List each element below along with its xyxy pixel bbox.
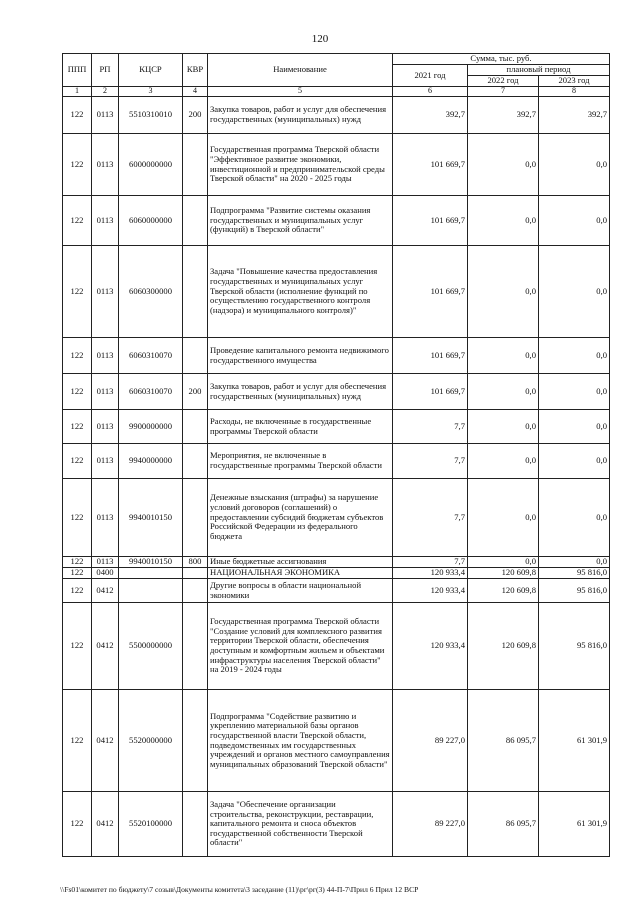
name-cell: Закупка товаров, работ и услуг для обеспечения государственных (муниципальных) нужд — [208, 374, 393, 410]
rp-cell: 0113 — [92, 134, 119, 196]
rp-cell: 0113 — [92, 374, 119, 410]
header-2023: 2023 год — [539, 76, 610, 87]
header-rp: РП — [92, 54, 119, 87]
name-cell: Мероприятия, не включенные в государственные программы Тверской области — [208, 444, 393, 479]
amount-2021-cell: 120 933,4 — [393, 603, 468, 690]
rp-cell: 0400 — [92, 568, 119, 579]
amount-2021-cell: 101 669,7 — [393, 246, 468, 338]
amount-2023-cell: 61 301,9 — [539, 690, 610, 792]
name-cell: Другие вопросы в области национальной экономики — [208, 579, 393, 603]
header-planned-period: плановый период — [468, 65, 610, 76]
header-sum: Сумма, тыс. руб. — [393, 54, 610, 65]
amount-2023-cell: 0,0 — [539, 410, 610, 444]
amount-2021-cell: 101 669,7 — [393, 196, 468, 246]
amount-2021-cell: 7,7 — [393, 444, 468, 479]
kcsr-cell: 6000000000 — [119, 134, 183, 196]
amount-2022-cell: 120 609,8 — [468, 568, 539, 579]
name-cell: Иные бюджетные ассигнования — [208, 557, 393, 568]
ppp-cell: 122 — [63, 479, 92, 557]
file-path-footer: \\Fs01\комитет по бюджету\7 созыв\Документы комитета\3 заседание (11)\рг\рг(3) 44-П-7\Прил 6 Прил 12 ВСР — [60, 885, 419, 894]
amount-2021-cell: 101 669,7 — [393, 134, 468, 196]
ppp-cell: 122 — [63, 246, 92, 338]
ppp-cell: 122 — [63, 792, 92, 857]
ppp-cell: 122 — [63, 338, 92, 374]
name-cell: Задача "Обеспечение организации строительства, реконструкции, реставрации, капитального ремонта и сноса объектов государственной собственности Тверской области" — [208, 792, 393, 857]
name-cell: Подпрограмма "Развитие системы оказания государственных и муниципальных услуг (функций) в Тверской области" — [208, 196, 393, 246]
name-cell: Расходы, не включенные в государственные программы Тверской области — [208, 410, 393, 444]
amount-2023-cell: 392,7 — [539, 97, 610, 134]
kcsr-cell — [119, 579, 183, 603]
kcsr-cell: 5500000000 — [119, 603, 183, 690]
kvr-cell — [183, 444, 208, 479]
amount-2022-cell: 120 609,8 — [468, 579, 539, 603]
table-row — [63, 97, 610, 134]
name-cell: Подпрограмма "Содействие развитию и укреплению материальной базы органов государственной власти Тверской области, подведомственных им государственных учреждений и органов местного самоуправления муниципальных образований Тверской области" — [208, 690, 393, 792]
kvr-cell — [183, 603, 208, 690]
header-kvr: КВР — [183, 54, 208, 87]
kvr-cell: 200 — [183, 97, 208, 134]
header-name: Наименование — [208, 54, 393, 87]
name-cell: НАЦИОНАЛЬНАЯ ЭКОНОМИКА — [208, 568, 393, 579]
name-cell: Задача "Повышение качества предоставления государственных и муниципальных услуг Тверской области (исполнение функций по осуществлению государственного контроля (надзора) и муниципального контроля)" — [208, 246, 393, 338]
rp-cell: 0412 — [92, 690, 119, 792]
table-row — [63, 792, 610, 857]
amount-2022-cell: 120 609,8 — [468, 603, 539, 690]
name-cell: Проведение капитального ремонта недвижимого государственного имущества — [208, 338, 393, 374]
table-row — [63, 603, 610, 690]
amount-2023-cell: 95 816,0 — [539, 568, 610, 579]
column-number-row — [63, 87, 610, 97]
header-kcsr: КЦСР — [119, 54, 183, 87]
rp-cell: 0412 — [92, 792, 119, 857]
kvr-cell — [183, 568, 208, 579]
name-cell: Государственная программа Тверской области "Эффективное развитие экономики, инвестиционной и предпринимательской среды Тверской области" на 2020 - 2025 годы — [208, 134, 393, 196]
table-row — [63, 134, 610, 196]
amount-2022-cell: 0,0 — [468, 479, 539, 557]
amount-2023-cell: 0,0 — [539, 479, 610, 557]
rp-cell: 0113 — [92, 410, 119, 444]
amount-2021-cell: 7,7 — [393, 410, 468, 444]
kcsr-cell: 6060310070 — [119, 338, 183, 374]
ppp-cell: 122 — [63, 134, 92, 196]
ppp-cell: 122 — [63, 196, 92, 246]
kcsr-cell: 6060310070 — [119, 374, 183, 410]
kvr-cell: 800 — [183, 557, 208, 568]
kcsr-cell: 9900000000 — [119, 410, 183, 444]
amount-2021-cell: 120 933,4 — [393, 568, 468, 579]
ppp-cell: 122 — [63, 603, 92, 690]
kvr-cell — [183, 246, 208, 338]
kvr-cell — [183, 338, 208, 374]
amount-2021-cell: 120 933,4 — [393, 579, 468, 603]
column-number: 3 — [119, 87, 183, 97]
amount-2021-cell: 7,7 — [393, 557, 468, 568]
name-cell: Денежные взыскания (штрафы) за нарушение условий договоров (соглашений) о предоставлении субсидий бюджетам субъектов Российской Федерации из федерального бюджета — [208, 479, 393, 557]
kvr-cell — [183, 479, 208, 557]
amount-2021-cell: 7,7 — [393, 479, 468, 557]
table-row — [63, 196, 610, 246]
amount-2023-cell: 95 816,0 — [539, 579, 610, 603]
column-number: 2 — [92, 87, 119, 97]
ppp-cell: 122 — [63, 568, 92, 579]
name-cell: Государственная программа Тверской области "Создание условий для комплексного развития территории Тверской области, обеспечения доступным и комфортным жильем и объектами инфраструктуры населения Тверской области" на 2019 - 2024 годы — [208, 603, 393, 690]
ppp-cell: 122 — [63, 444, 92, 479]
table-row — [63, 374, 610, 410]
amount-2022-cell: 0,0 — [468, 338, 539, 374]
rp-cell: 0412 — [92, 579, 119, 603]
ppp-cell: 122 — [63, 374, 92, 410]
amount-2023-cell: 95 816,0 — [539, 603, 610, 690]
kvr-cell — [183, 196, 208, 246]
column-number: 8 — [539, 87, 610, 97]
amount-2022-cell: 0,0 — [468, 374, 539, 410]
ppp-cell: 122 — [63, 410, 92, 444]
table-row — [63, 410, 610, 444]
amount-2022-cell: 392,7 — [468, 97, 539, 134]
kcsr-cell: 6060300000 — [119, 246, 183, 338]
kcsr-cell — [119, 568, 183, 579]
amount-2021-cell: 392,7 — [393, 97, 468, 134]
amount-2023-cell: 0,0 — [539, 134, 610, 196]
column-number: 7 — [468, 87, 539, 97]
rp-cell: 0113 — [92, 338, 119, 374]
kcsr-cell: 6060000000 — [119, 196, 183, 246]
kcsr-cell: 9940000000 — [119, 444, 183, 479]
budget-table — [62, 53, 610, 857]
rp-cell: 0113 — [92, 444, 119, 479]
table-row — [63, 690, 610, 792]
table-row — [63, 479, 610, 557]
column-number: 5 — [208, 87, 393, 97]
amount-2023-cell: 61 301,9 — [539, 792, 610, 857]
rp-cell: 0412 — [92, 603, 119, 690]
column-number: 4 — [183, 87, 208, 97]
rp-cell: 0113 — [92, 557, 119, 568]
amount-2023-cell: 0,0 — [539, 338, 610, 374]
ppp-cell: 122 — [63, 97, 92, 134]
amount-2022-cell: 0,0 — [468, 196, 539, 246]
amount-2023-cell: 0,0 — [539, 374, 610, 410]
amount-2022-cell: 0,0 — [468, 444, 539, 479]
amount-2021-cell: 89 227,0 — [393, 690, 468, 792]
kcsr-cell: 9940010150 — [119, 557, 183, 568]
kvr-cell — [183, 579, 208, 603]
table-row — [63, 568, 610, 579]
amount-2022-cell: 86 095,7 — [468, 792, 539, 857]
kvr-cell — [183, 792, 208, 857]
amount-2021-cell: 101 669,7 — [393, 338, 468, 374]
table-row — [63, 246, 610, 338]
kcsr-cell: 9940010150 — [119, 479, 183, 557]
amount-2023-cell: 0,0 — [539, 246, 610, 338]
page-number: 120 — [311, 33, 329, 45]
rp-cell: 0113 — [92, 479, 119, 557]
amount-2022-cell: 0,0 — [468, 246, 539, 338]
ppp-cell: 122 — [63, 579, 92, 603]
kcsr-cell: 5520100000 — [119, 792, 183, 857]
kvr-cell — [183, 134, 208, 196]
header-2022: 2022 год — [468, 76, 539, 87]
amount-2022-cell: 0,0 — [468, 557, 539, 568]
header-2021: 2021 год — [393, 65, 468, 87]
table-row — [63, 557, 610, 568]
rp-cell: 0113 — [92, 246, 119, 338]
column-number: 6 — [393, 87, 468, 97]
table-row — [63, 579, 610, 603]
ppp-cell: 122 — [63, 690, 92, 792]
kvr-cell — [183, 410, 208, 444]
amount-2023-cell: 0,0 — [539, 557, 610, 568]
amount-2022-cell: 0,0 — [468, 134, 539, 196]
column-number: 1 — [63, 87, 92, 97]
kcsr-cell: 5510310010 — [119, 97, 183, 134]
kvr-cell — [183, 690, 208, 792]
rp-cell: 0113 — [92, 196, 119, 246]
ppp-cell: 122 — [63, 557, 92, 568]
header-ppp: ППП — [63, 54, 92, 87]
name-cell: Закупка товаров, работ и услуг для обеспечения государственных (муниципальных) нужд — [208, 97, 393, 134]
amount-2022-cell: 0,0 — [468, 410, 539, 444]
amount-2023-cell: 0,0 — [539, 196, 610, 246]
kvr-cell: 200 — [183, 374, 208, 410]
kcsr-cell: 5520000000 — [119, 690, 183, 792]
rp-cell: 0113 — [92, 97, 119, 134]
table-row — [63, 444, 610, 479]
table-row — [63, 338, 610, 374]
amount-2023-cell: 0,0 — [539, 444, 610, 479]
amount-2021-cell: 101 669,7 — [393, 374, 468, 410]
amount-2022-cell: 86 095,7 — [468, 690, 539, 792]
amount-2021-cell: 89 227,0 — [393, 792, 468, 857]
